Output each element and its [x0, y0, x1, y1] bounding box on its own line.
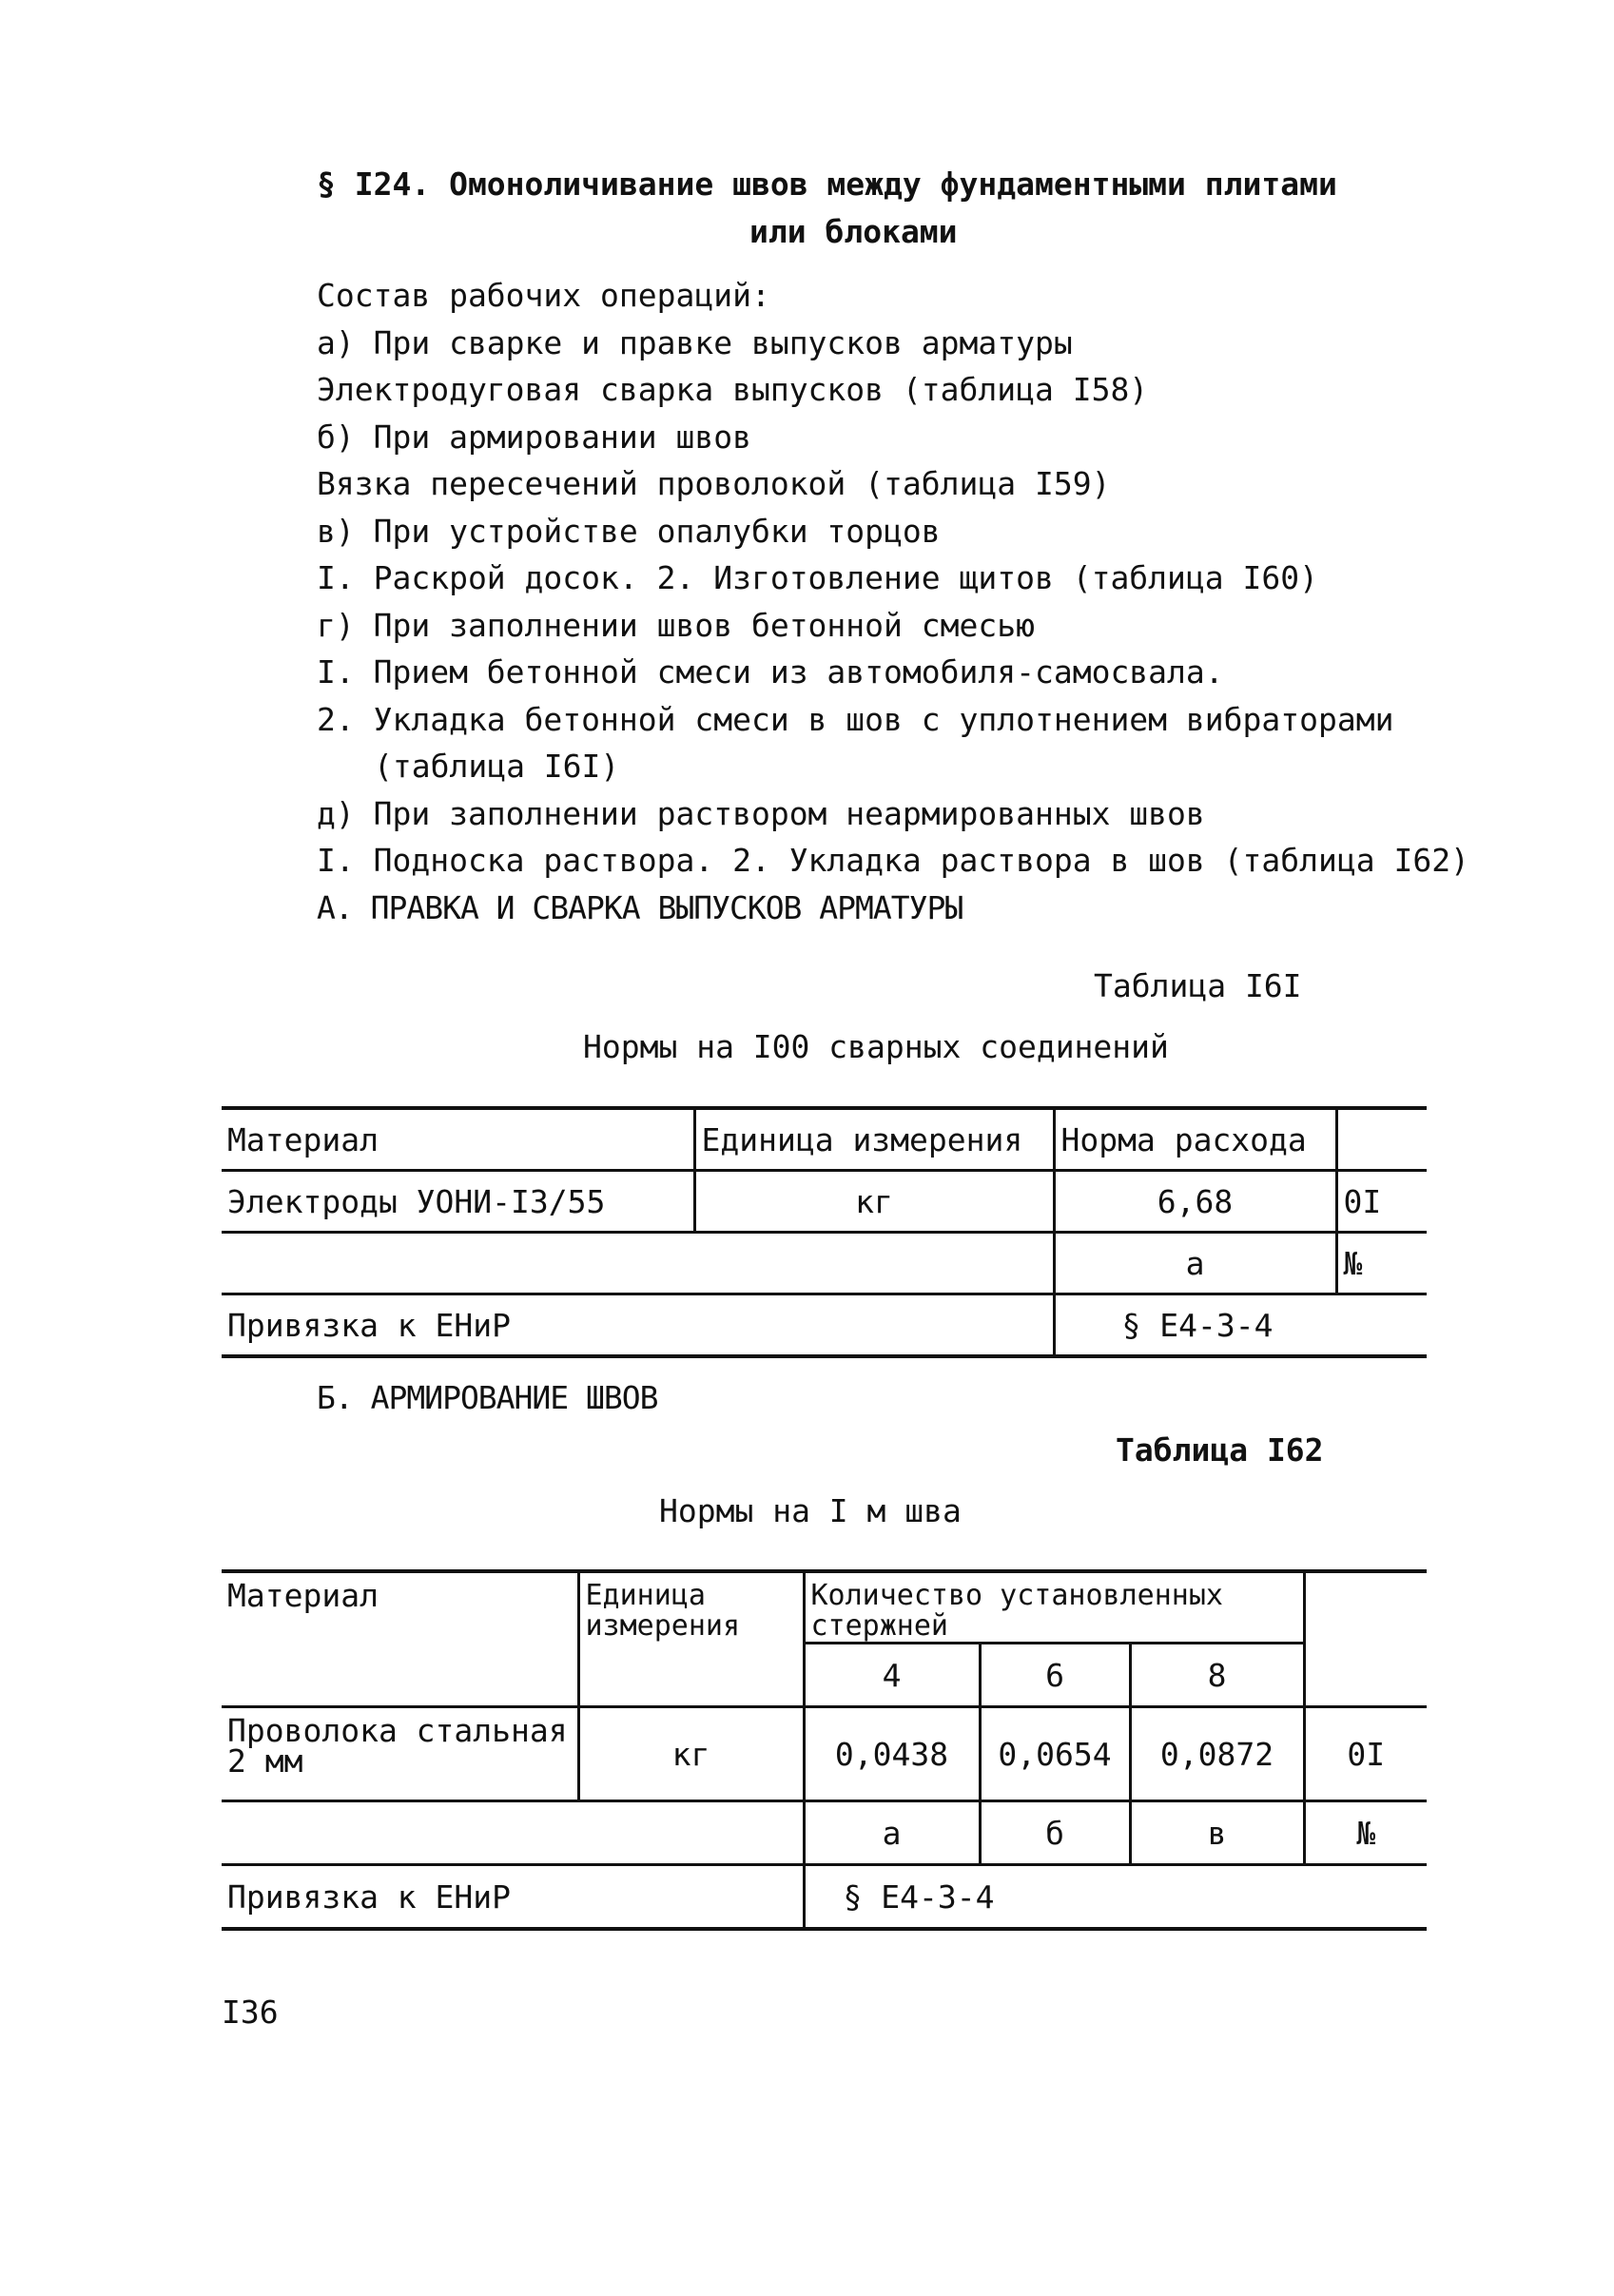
cell-material: Проволока стальная 2 мм	[222, 1707, 578, 1801]
cell-binding-label: Привязка к ЕНиР	[227, 1306, 512, 1344]
operations-list	[317, 272, 1469, 931]
cell-unit: кг	[578, 1707, 804, 1801]
cell-value-6: 0,0654	[980, 1707, 1130, 1801]
header-material: Материал	[222, 1571, 578, 1707]
cell-empty	[222, 1801, 804, 1865]
operations-title: Состав рабочих операций:	[317, 277, 770, 314]
cell-material: Электроды УОНИ-I3/55	[222, 1171, 694, 1233]
operation-item: д) При заполнении раствором неармированных швов	[317, 794, 1205, 832]
operation-item: в) При устройстве опалубки торцов	[317, 512, 941, 550]
cell-binding-ref: § Е4-3-4	[1054, 1294, 1427, 1357]
table-binding-row	[222, 1294, 1427, 1357]
table-162	[222, 1569, 1427, 1931]
operation-item: I. Подноска раствора. 2. Укладка раствора в шов (таблица I62)	[317, 842, 1469, 879]
header-material: Материал	[222, 1108, 694, 1171]
operation-item: б) При армировании швов	[317, 418, 751, 456]
table-161-caption: Нормы на I00 сварных соединений	[583, 1028, 1169, 1065]
operation-item: I. Прием бетонной смеси из автомобиля-самосвала.	[317, 653, 1224, 691]
operation-item: а) При сварке и правке выпусков арматуры	[317, 323, 1073, 361]
operation-item: Электродуговая сварка выпусков (таблица I58)	[317, 371, 1149, 408]
section-a-heading: А. ПРАВКА И СВАРКА ВЫПУСКОВ АРМАТУРЫ	[317, 888, 963, 926]
cell-value-8: 0,0872	[1130, 1707, 1304, 1801]
page-number: I36	[222, 1994, 279, 2031]
cell-letter-b: б	[980, 1801, 1130, 1865]
header-unit: Единица измерения	[578, 1571, 804, 1707]
header-4-rods: 4	[804, 1644, 980, 1707]
operation-item: (таблица I6I)	[374, 748, 620, 785]
table-row	[222, 1171, 1427, 1233]
cell-letter: а	[1054, 1233, 1336, 1294]
table-162-caption: Нормы на I м шва	[659, 1492, 962, 1529]
section-heading-line-2: или блоками	[749, 213, 958, 250]
table-binding-row	[222, 1865, 1427, 1930]
operation-item: I. Раскрой досок. 2. Изготовление щитов (таблица I60)	[317, 559, 1318, 596]
operation-item: г) При заполнении швов бетонной смесью	[317, 606, 1035, 644]
cell-letter-a: а	[804, 1801, 980, 1865]
header-norm: Норма расхода	[1054, 1108, 1336, 1171]
header-8-rods: 8	[1130, 1644, 1304, 1707]
header-unit: Единица измерения	[694, 1108, 1054, 1171]
operation-item: 2. Укладка бетонной смеси в шов с уплотнением вибраторами	[317, 700, 1394, 738]
table-162-label: Таблица I62	[1116, 1431, 1324, 1469]
section-b-heading: Б. АРМИРОВАНИЕ ШВОВ	[317, 1379, 658, 1416]
cell-binding-ref: § Е4-3-4	[804, 1865, 1427, 1930]
cell-empty	[222, 1233, 1054, 1294]
header-6-rods: 6	[980, 1644, 1130, 1707]
cell-number-sign: №	[1336, 1233, 1427, 1294]
section-heading-line-1: § I24. Омоноличивание швов между фундаментными плитами	[317, 165, 1337, 203]
cell-unit: кг	[694, 1171, 1054, 1233]
table-letter-row	[222, 1233, 1427, 1294]
header-code	[1336, 1108, 1427, 1171]
table-161-label: Таблица I6I	[1094, 967, 1302, 1004]
table-header-row	[222, 1571, 1427, 1644]
cell-number-sign: №	[1304, 1801, 1427, 1865]
table-161	[222, 1106, 1427, 1358]
cell-code: 0I	[1336, 1171, 1427, 1233]
table-letter-row	[222, 1801, 1427, 1865]
cell-norm: 6,68	[1054, 1171, 1336, 1233]
cell-value-4: 0,0438	[804, 1707, 980, 1801]
header-code	[1304, 1571, 1427, 1707]
cell-code: 0I	[1304, 1707, 1427, 1801]
cell-letter-v: в	[1130, 1801, 1304, 1865]
header-rod-count: Количество установленных стержней	[804, 1571, 1304, 1644]
table-header-row	[222, 1108, 1427, 1171]
operation-item: Вязка пересечений проволокой (таблица I59)	[317, 465, 1111, 502]
table-row	[222, 1707, 1427, 1801]
cell-binding-label: Привязка к ЕНиР	[227, 1878, 512, 1916]
